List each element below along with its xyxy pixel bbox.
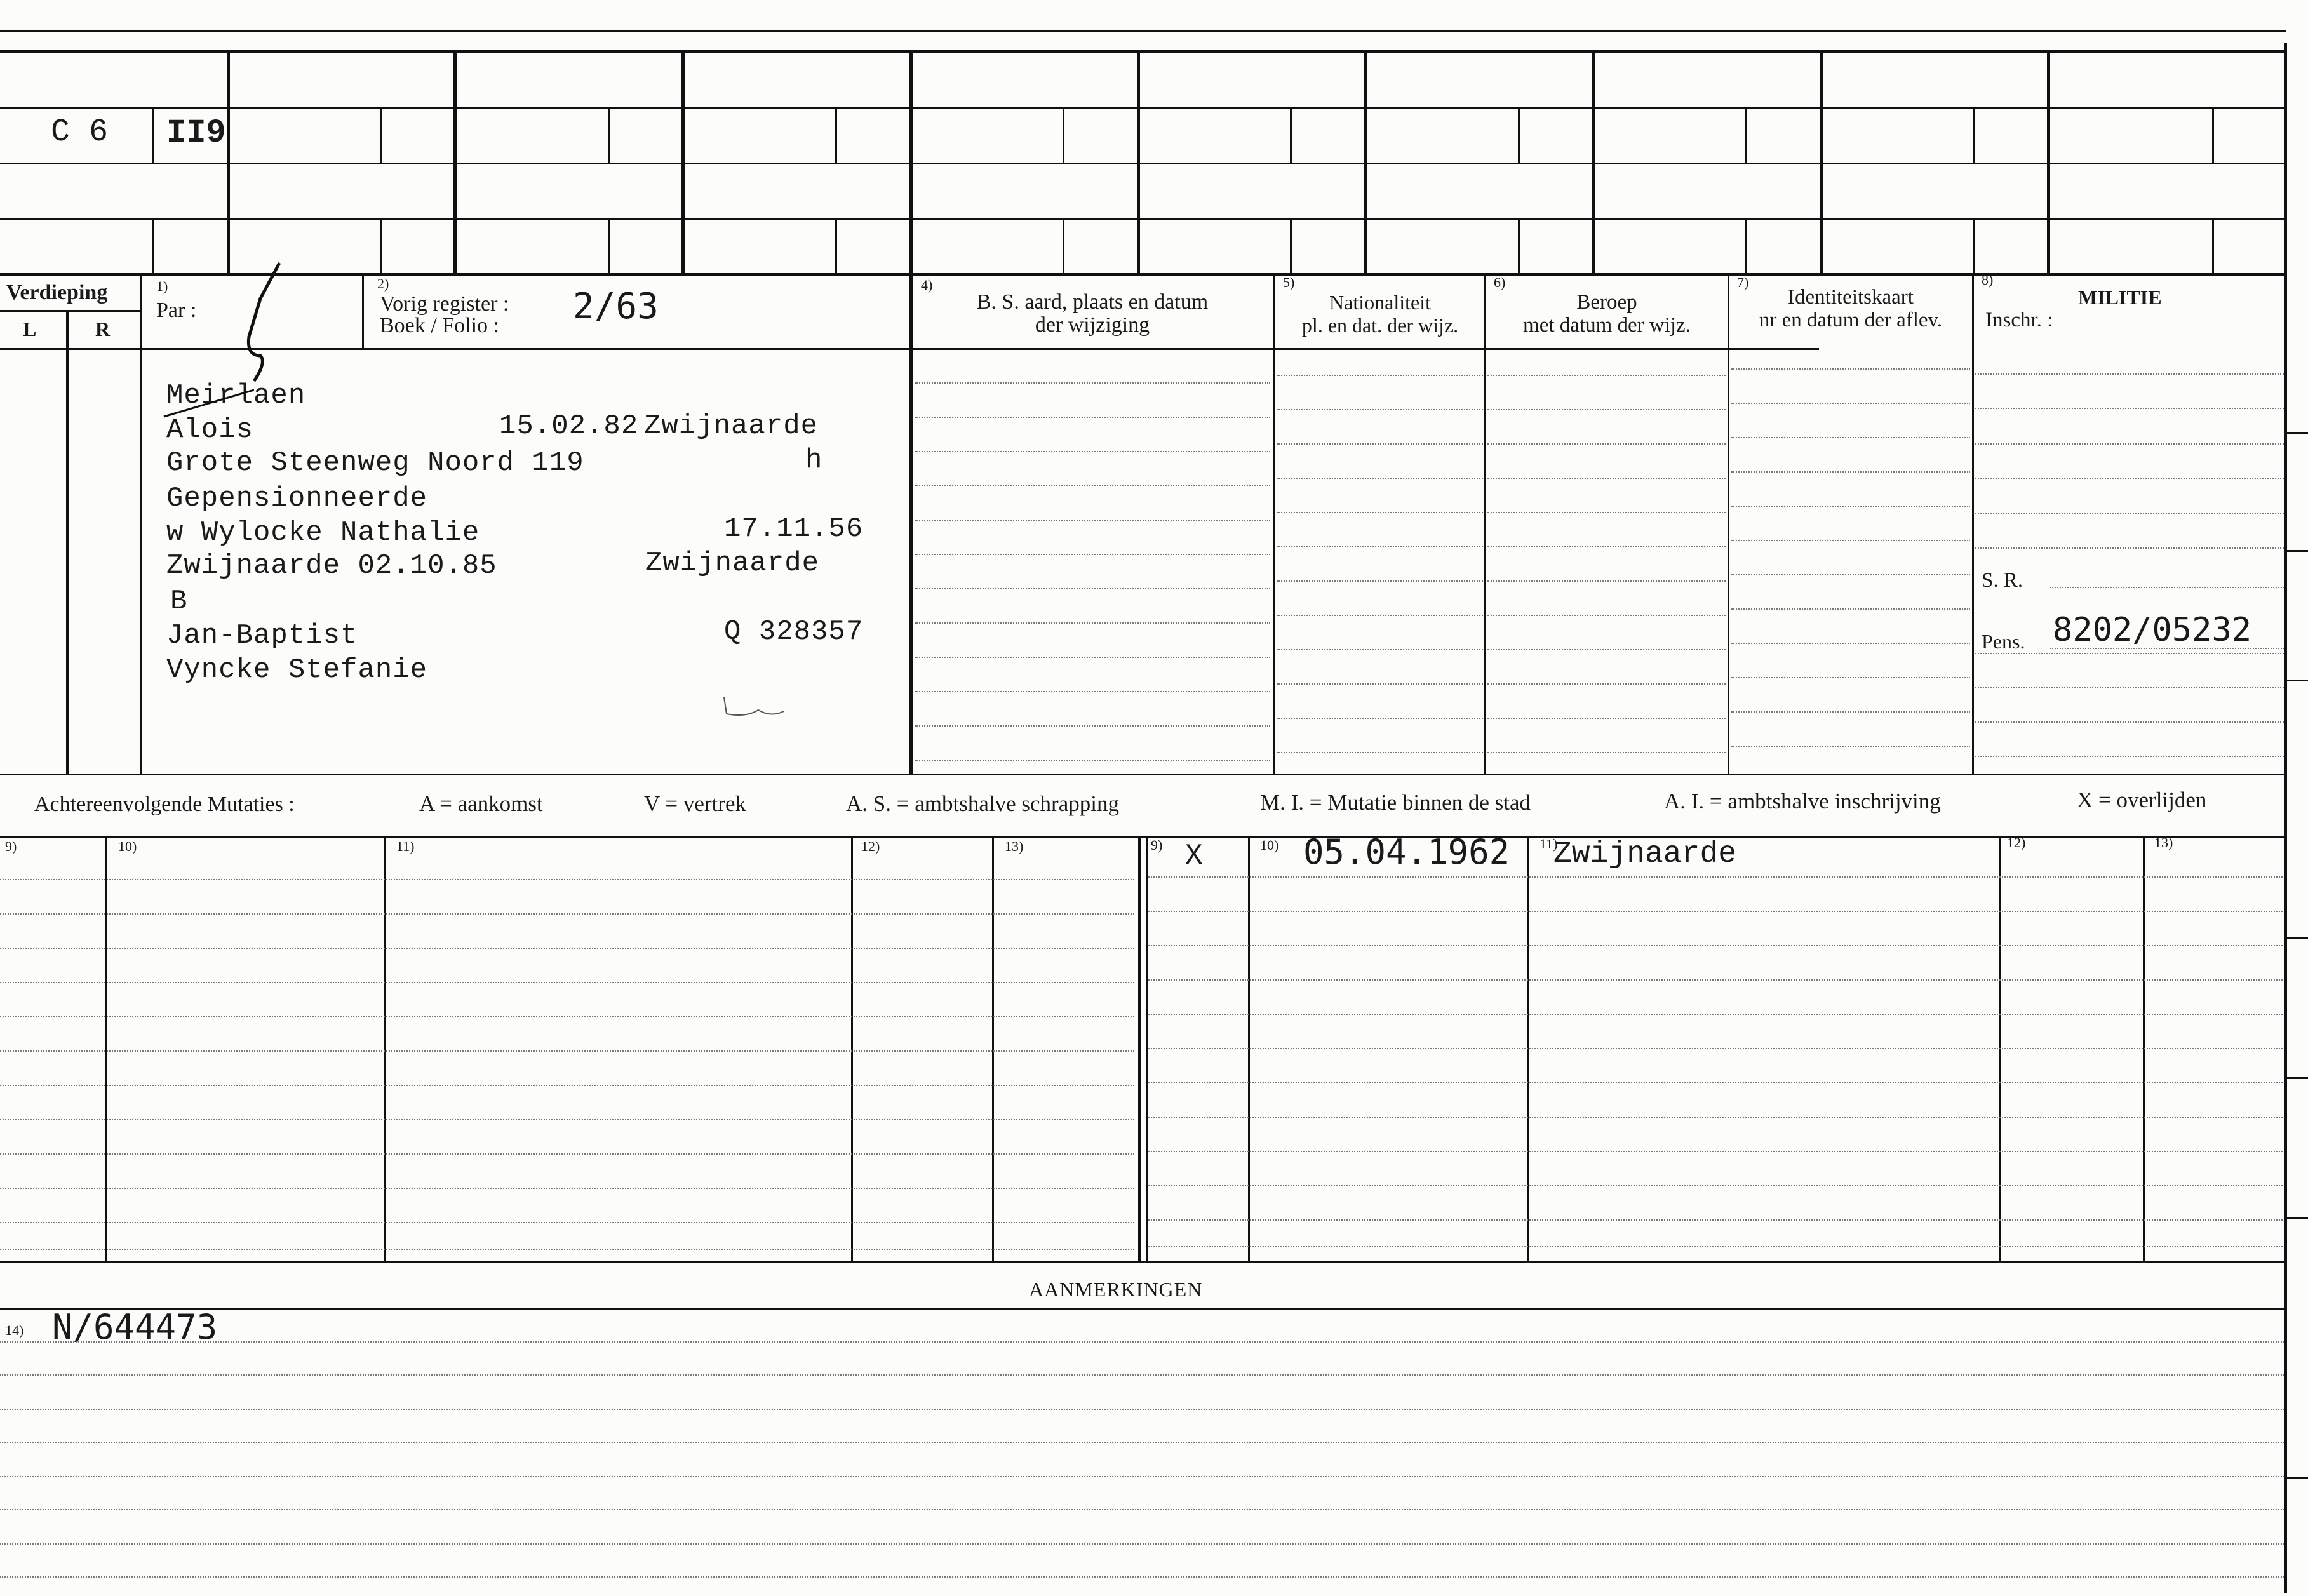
grid-line — [0, 163, 2286, 164]
sr-label: S. R. — [1982, 569, 2023, 592]
mutations-legend-label: Achtereenvolgende Mutaties : — [34, 793, 295, 816]
remarks-number: 14) — [5, 1322, 24, 1338]
legend-item-ambtshalve-inschrijving: A. I. = ambtshalve inschrijving — [1664, 789, 1941, 814]
col6-header — [1486, 291, 1728, 337]
grid-vline — [1592, 50, 1595, 273]
col8-number: 8) — [1982, 272, 1994, 288]
col7-line2: nr en datum der aflev. — [1759, 309, 1943, 332]
right-col12-number: 12) — [2007, 835, 2026, 850]
col6-line2: met datum der wijz. — [1523, 314, 1691, 337]
right-col9-number: 9) — [1151, 837, 1163, 853]
col5-line1: Nationaliteit — [1329, 291, 1431, 314]
person-mother: Vyncke Stefanie — [166, 654, 428, 686]
mutations-top-line — [0, 836, 2286, 838]
col7-number: 7) — [1737, 274, 1749, 290]
remarks-title: AANMERKINGEN — [1029, 1278, 1203, 1301]
col4-number: 4) — [921, 277, 933, 293]
legend-item-ambtshalve-schrapping: A. S. = ambtshalve schrapping — [846, 791, 1119, 816]
person-surname: Meirlaen — [166, 380, 306, 412]
person-gender: h — [805, 445, 823, 476]
grid-line — [0, 50, 2286, 53]
right-col10-number: 10) — [1260, 837, 1279, 853]
person-spouse: w Wylocke Nathalie — [166, 517, 480, 549]
pens-value: 8202/05232 — [2053, 611, 2252, 649]
person-address: Grote Steenweg Noord 119 — [166, 447, 584, 479]
verdieping-divider — [140, 273, 142, 775]
person-marriage-place: Zwijnaarde — [645, 547, 820, 579]
remarks-header-line — [0, 1308, 2286, 1310]
col6-line1: Beroep — [1576, 291, 1637, 314]
register-number: 2) — [377, 276, 389, 292]
col5-number: 5) — [1283, 274, 1295, 290]
person-id-card: Q 328357 — [724, 616, 864, 648]
left-col11-number: 11) — [396, 838, 415, 854]
vorig-register-label: Vorig register : — [380, 292, 509, 316]
grid-line — [0, 273, 2286, 276]
verdieping-left: L — [23, 318, 37, 340]
boek-folio-label: Boek / Folio : — [380, 314, 499, 337]
right-col13-number: 13) — [2154, 835, 2173, 850]
person-occupation: Gepensionneerde — [166, 483, 428, 514]
inschr-label: Inschr. : — [1985, 309, 2053, 332]
col7-line1: Identiteitskaart — [1788, 286, 1914, 309]
right-col11-number: 11) — [1540, 836, 1558, 852]
person-firstname: Alois — [166, 414, 254, 446]
grid-vline — [909, 50, 913, 273]
par-label: Par : — [156, 298, 197, 322]
mutations-center-divider — [1138, 836, 1141, 1263]
col4-divider — [909, 273, 913, 775]
top-border — [0, 30, 2286, 32]
mutation-place: Zwijnaarde — [1553, 837, 1737, 871]
col7-header — [1729, 286, 1973, 332]
legend-item-mutatie-binnen: M. I. = Mutatie binnen de stad — [1260, 790, 1531, 815]
mutation-date: 05.04.1962 — [1303, 832, 1510, 872]
grid-vline — [453, 50, 457, 273]
pens-label: Pens. — [1982, 630, 2025, 653]
card-code: C 6 — [51, 114, 109, 151]
register-value: 2/63 — [573, 286, 659, 327]
grid-line — [0, 218, 2286, 220]
remarks-value: N/644473 — [52, 1307, 218, 1347]
grid-vline — [1137, 50, 1140, 273]
grid-vline — [1364, 50, 1367, 273]
person-birth-date: 15.02.82 — [499, 410, 639, 442]
surname-strike-mark — [159, 385, 299, 423]
mutations-bottom-line — [0, 1261, 2286, 1263]
grid-line — [0, 107, 2286, 109]
data-bottom-line — [0, 774, 2286, 775]
left-col10-number: 10) — [118, 838, 137, 854]
col5-header — [1277, 291, 1484, 337]
person-spouse-birth: 17.11.56 — [724, 513, 864, 545]
par-number: 1) — [156, 278, 168, 294]
grid-vline — [227, 50, 230, 273]
col5-line2: pl. en dat. der wijz. — [1301, 314, 1459, 337]
legend-item-overlijden: X = overlijden — [2077, 788, 2207, 812]
verdieping-lr-divider — [66, 310, 69, 775]
left-col9-number: 9) — [5, 838, 17, 854]
mutation-type: X — [1185, 840, 1203, 873]
right-border — [2284, 43, 2287, 1593]
person-father: Jan-Baptist — [166, 620, 358, 652]
legend-item-vertrek: V = vertrek — [644, 791, 746, 816]
legend-item-aankomst: A = aankomst — [419, 791, 543, 816]
militie-label: MILITIE — [2078, 286, 2162, 309]
verdieping-right: R — [95, 318, 111, 340]
verdieping-label: Verdieping — [6, 281, 108, 304]
card-number: II9 — [166, 114, 226, 152]
grid-vline — [2047, 50, 2050, 273]
col4-line2: der wijziging — [1035, 313, 1150, 337]
person-birth-place: Zwijnaarde — [644, 410, 819, 442]
col4-line1: B. S. aard, plaats en datum — [976, 290, 1209, 314]
person-nationality: B — [170, 586, 188, 617]
left-col13-number: 13) — [1005, 838, 1024, 854]
grid-vline — [1820, 50, 1823, 273]
small-signature-mark — [720, 692, 790, 724]
par-slash-mark — [191, 260, 318, 387]
col4-header — [915, 291, 1270, 337]
grid-vline — [681, 50, 685, 273]
left-col12-number: 12) — [861, 838, 880, 854]
col6-number: 6) — [1494, 274, 1506, 290]
person-marriage: Zwijnaarde 02.10.85 — [166, 550, 497, 582]
